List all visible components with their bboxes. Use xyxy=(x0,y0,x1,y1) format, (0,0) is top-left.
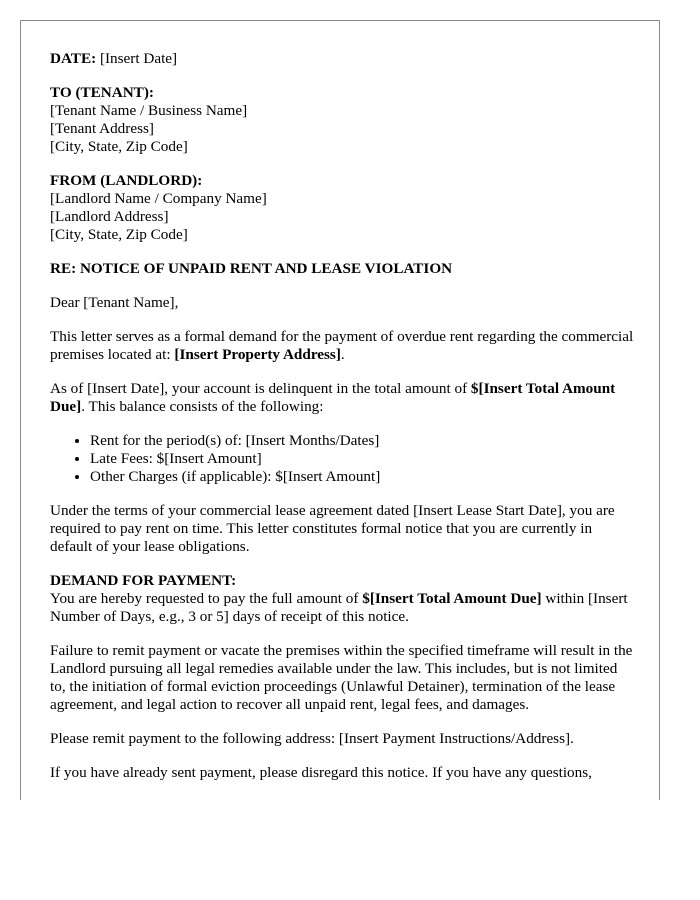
to-tenant-block xyxy=(50,84,635,156)
tenant-name: [Tenant Name / Business Name] xyxy=(50,102,248,119)
date-line xyxy=(50,50,635,68)
paragraph-default: Under the terms of your commercial lease agreement dated [Insert Lease Start Date], you are required to pay rent on time. This letter constitutes formal notice that you are currently in default of your lease obligations. xyxy=(50,502,615,555)
charge-other: • Other Charges (if applicable): $[Insert Amount] xyxy=(90,468,635,486)
letter-page xyxy=(20,20,660,800)
paragraph-balance xyxy=(50,380,635,416)
subject-text: RE: NOTICE OF UNPAID RENT AND LEASE VIOLATION xyxy=(50,260,453,277)
paragraph-disregard: If you have already sent payment, please disregard this notice. If you have any questions, xyxy=(50,764,592,781)
demand-heading: DEMAND FOR PAYMENT: xyxy=(50,572,237,589)
date-label: DATE: xyxy=(50,50,97,67)
demand-amount: $[Insert Total Amount Due] xyxy=(362,590,542,607)
demand-end: within [Insert Number of Days, e.g., 3 or 5] days of receipt of this notice. xyxy=(50,590,628,625)
tenant-city-state-zip: [City, State, Zip Code] xyxy=(50,138,188,155)
subject-line xyxy=(50,260,635,278)
paragraph-consequences: Failure to remit payment or vacate the premises within the specified timeframe will result in the Landlord pursuing all legal remedies available under the law. This includes, but is not limited to, the initiation of formal eviction proceedings (Unlawful Detainer), termination of the lease agreement, and legal action to recover all unpaid rent, legal fees, and damages. xyxy=(50,642,633,713)
charge-rent: • Rent for the period(s) of: [Insert Months/Dates] xyxy=(90,432,635,450)
salutation: Dear [Tenant Name], xyxy=(50,294,179,311)
letter-content xyxy=(50,50,635,798)
demand-section xyxy=(50,572,635,626)
paragraph-balance-end: . This balance consists of the following: xyxy=(81,398,324,415)
paragraph-premises-text: This letter serves as a formal demand for the payment of overdue rent regarding the commercial premises located at: xyxy=(50,328,634,363)
total-amount-due: $[Insert Total Amount Due] xyxy=(50,380,616,415)
charges-list xyxy=(50,432,635,486)
paragraph-payment-instructions: Please remit payment to the following address: [Insert Payment Instructions/Address]. xyxy=(50,730,574,747)
paragraph-premises xyxy=(50,328,635,364)
landlord-name: [Landlord Name / Company Name] xyxy=(50,190,267,207)
to-tenant-label: TO (TENANT): xyxy=(50,84,154,101)
tenant-address: [Tenant Address] xyxy=(50,120,154,137)
from-landlord-label: FROM (LANDLORD): xyxy=(50,172,203,189)
charge-late-fees: • Late Fees: $[Insert Amount] xyxy=(90,450,635,468)
property-address: [Insert Property Address] xyxy=(174,346,341,363)
paragraph-premises-end: . xyxy=(340,346,345,363)
demand-text: You are hereby requested to pay the full amount of xyxy=(50,590,363,607)
landlord-address: [Landlord Address] xyxy=(50,208,169,225)
from-landlord-block xyxy=(50,172,635,244)
landlord-city-state-zip: [City, State, Zip Code] xyxy=(50,226,188,243)
paragraph-balance-text: As of [Insert Date], your account is delinquent in the total amount of xyxy=(50,380,471,397)
date-value: [Insert Date] xyxy=(99,50,178,67)
